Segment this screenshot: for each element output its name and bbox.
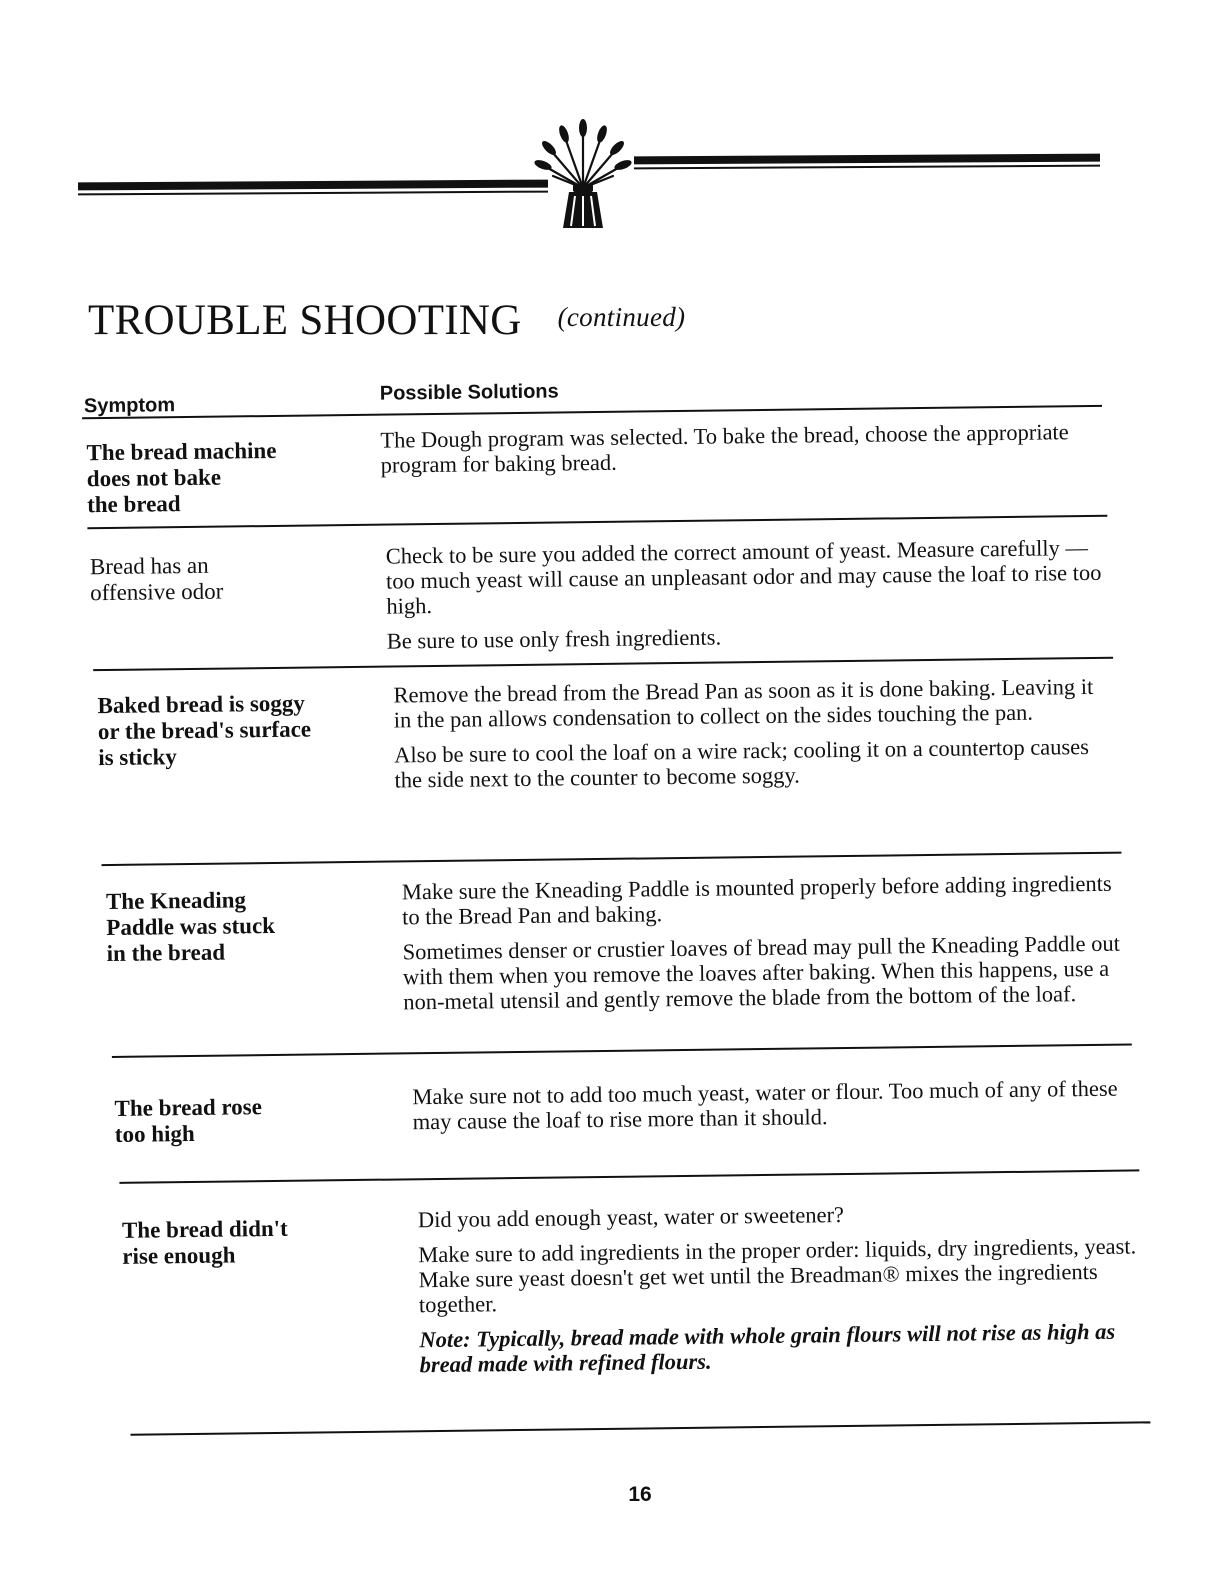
solution-paragraph: Sometimes denser or crustier loaves of bread may pull the Kneading Paddle out with them when you remove the loaves after baking. When this happens, use a non-metal utensil and gently remove the blade from the bottom of the loaf. [402, 930, 1121, 1015]
symptom-cell [86, 437, 357, 518]
solutions-cell [380, 419, 1101, 488]
row-divider [102, 852, 1122, 866]
symptom-line: or the bread's surface [97, 716, 312, 745]
solution-paragraph: Make sure not to add too much yeast, water or flour. Too much of any of these may cause the loaf to rise more than it should. [412, 1075, 1118, 1135]
solution-paragraph: Be sure to use only fresh ingredients. [386, 624, 722, 654]
solution-note: Note: Typically, bread made with whole grain flours will not rise as high as bread made with refined flours. [419, 1318, 1116, 1378]
title-text: TROUBLE SHOOTING [88, 297, 522, 344]
solution-paragraph: Remove the bread from the Bread Pan as soon as it is done baking. Leaving it in the pan allows condensation to collect on the sides touching the pan. [393, 673, 1094, 733]
row-divider [119, 1169, 1139, 1183]
symptom-line: offensive odor [90, 578, 224, 606]
symptom-line: rise enough [122, 1242, 236, 1269]
row-divider [112, 1044, 1132, 1058]
symptom-line: is sticky [98, 744, 177, 771]
solutions-column-header: Possible Solutions [379, 380, 559, 405]
page-number: 16 [628, 1483, 652, 1506]
row-divider [87, 515, 1107, 529]
header-divider [82, 405, 1102, 419]
symptom-line: Baked bread is soggy [97, 690, 305, 719]
symptom-line: The Kneading [105, 887, 247, 915]
symptom-cell [90, 551, 361, 606]
solution-paragraph: Also be sure to cool the loaf on a wire rack; cooling it on a countertop causes the side next to the counter to become soggy. [394, 734, 1090, 793]
solutions-cell [386, 535, 1107, 664]
solutions-cell [402, 871, 1124, 1025]
symptom-cell [122, 1215, 393, 1270]
symptom-line: in the bread [106, 939, 226, 967]
solutions-cell [418, 1198, 1140, 1387]
symptom-line: too high [114, 1120, 195, 1147]
symptom-line: Paddle was stuck [106, 912, 276, 941]
solution-paragraph: Make sure the Kneading Paddle is mounted properly before adding ingredients to the Bread Pan and baking. [401, 870, 1112, 930]
symptom-cell [97, 690, 368, 771]
solutions-cell [393, 674, 1114, 803]
solutions-cell [412, 1076, 1133, 1145]
symptom-cell [106, 886, 377, 967]
solution-paragraph: Did you add enough yeast, water or sweetener? [417, 1202, 845, 1233]
solution-paragraph: The Dough program was selected. To bake the bread, choose the appropriate program for baking bread. [380, 419, 1069, 478]
symptom-line: The bread machine [86, 437, 277, 466]
symptom-column-header: Symptom [83, 394, 176, 418]
solution-paragraph: Check to be sure you added the correct amount of yeast. Measure carefully — too much yeast will cause an unpleasant odor and may cause the loaf to rise too high. [385, 535, 1102, 619]
symptom-line: The bread didn't [121, 1215, 288, 1243]
title-subtitle: (continued) [557, 302, 686, 332]
symptom-line: The bread rose [114, 1094, 263, 1121]
symptom-cell [114, 1093, 385, 1148]
symptom-line: Bread has an [89, 552, 209, 580]
solution-paragraph: Make sure to add ingredients in the proper order: liquids, dry ingredients, yeast. Make sure yeast doesn't get wet until the Breadman® mixes the ingredients together. [418, 1233, 1137, 1318]
bottom-divider [130, 1421, 1150, 1435]
symptom-line: does not bake [86, 464, 222, 492]
symptom-line: the bread [86, 491, 181, 518]
